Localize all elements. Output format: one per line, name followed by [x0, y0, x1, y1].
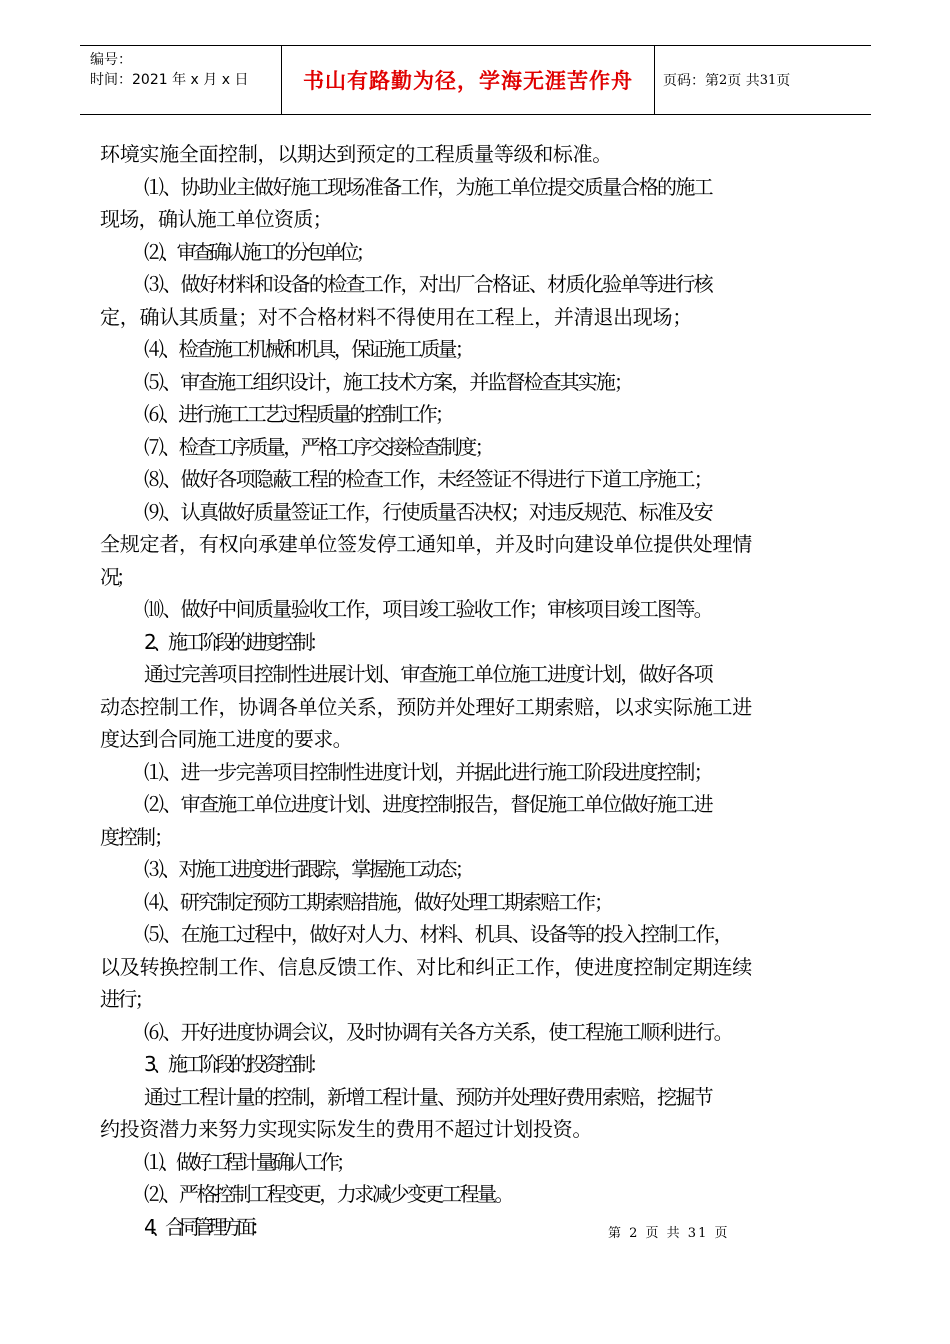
- body-text-line: 环境实施全面控制，以期达到预定的工程质量等级和标准。: [100, 142, 612, 166]
- body-text-line: ⑹、进行施工工艺过程质量的控制工作；: [144, 402, 452, 426]
- document-body: [100, 138, 860, 1243]
- page-number: 2: [719, 72, 728, 88]
- body-text-line: 动态控制工作，协调各单位关系，预防并处理好工期索赔，以求实际施工进: [100, 694, 752, 719]
- page-suffix: 页: [776, 73, 791, 89]
- body-text-line: ⑸、在施工过程中，做好对人力、材料、机具、设备等的投入控制工作，: [144, 922, 732, 946]
- body-text-line: ⑸、审查施工组织设计，施工技术方案，并监督检查其实施；: [144, 369, 632, 394]
- header-motto-cell: [282, 46, 655, 114]
- body-text-line: 度控制；: [100, 824, 172, 849]
- body-text-line: 以及转换控制工作、信息反馈工作、对比和纠正工作，使进度控制定期连续: [100, 954, 752, 979]
- page-prefix: 页码：第: [663, 73, 719, 89]
- date-label: 时间：2021 年 x 月 x 日: [90, 72, 249, 88]
- body-text-line: ⑶、对施工进度进行跟踪，掌握施工动态；: [144, 857, 472, 881]
- body-text-line: ⑴、进一步完善项目控制性进度计划，并据此进行施工阶段进度控制；: [144, 759, 712, 784]
- body-text-line: ⑷、检查施工机械和机具，保证施工质量；: [144, 337, 472, 361]
- body-text-line: 现场，确认施工单位资质；: [100, 207, 332, 231]
- body-text-line: ⑵、审查施工单位进度计划、进度控制报告，督促施工单位做好施工进: [144, 792, 712, 816]
- body-text-line: 进行；: [100, 987, 152, 1011]
- body-text-line: 3、施工阶段的投资控制：: [144, 1052, 325, 1076]
- page-footer: 第 2 页 共 31 页: [608, 1226, 730, 1241]
- header-page-cell: [655, 46, 871, 114]
- serial-number-label: 编号：: [90, 52, 132, 68]
- body-text-line: ⑶、做好材料和设备的检查工作，对出厂合格证、材质化验单等进行核: [144, 272, 712, 296]
- page-mid: 页 共: [727, 73, 760, 89]
- body-text-line: ⑵、审查确认施工的分包单位；: [144, 239, 372, 264]
- body-text-line: 约投资潜力来努力实现实际发生的费用不超过计划投资。: [100, 1117, 592, 1141]
- body-text-line: ⑴、做好工程计量确认工作；: [144, 1149, 352, 1174]
- body-text-line: 4、合同管理方面：: [144, 1214, 265, 1239]
- body-text-line: ⑺、检查工序质量，严格工序交接检查制度；: [144, 434, 492, 459]
- motto-text: 书山有路勤为径，学海无涯苦作舟: [303, 69, 633, 93]
- body-text-line: ⑴、协助业主做好施工现场准备工作，为施工单位提交质量合格的施工: [144, 174, 712, 199]
- body-text-line: 通过工程计量的控制，新增工程计量、预防并处理好费用索赔，挖掘节: [144, 1084, 712, 1109]
- body-text-line: 况；: [100, 564, 132, 589]
- header-meta-cell: [80, 46, 282, 114]
- body-text-line: ⑻、做好各项隐蔽工程的检查工作，未经签证不得进行下道工序施工；: [144, 467, 712, 491]
- body-text-line: ⑷、研究制定预防工期索赔措施，做好处理工期索赔工作；: [144, 889, 612, 914]
- body-text-line: ⑽、做好中间质量验收工作，项目竣工验收工作；审核项目竣工图等。: [144, 597, 712, 621]
- body-text-line: 度达到合同施工进度的要求。: [100, 727, 352, 751]
- body-text-line: ⑵、严格控制工程变更，力求减少变更工程量。: [144, 1182, 512, 1206]
- body-text-line: 通过完善项目控制性进展计划、审查施工单位施工进度计划，做好各项: [144, 662, 712, 686]
- body-text-line: 2、施工阶段的进度控制：: [144, 629, 325, 654]
- body-text-line: 全规定者，有权向承建单位签发停工通知单，并及时向建设单位提供处理情: [100, 532, 752, 556]
- page-total: 31: [759, 72, 777, 88]
- body-text-line: 定，确认其质量；对不合格材料不得使用在工程上，并清退出现场；: [100, 304, 692, 329]
- body-text-line: ⑼、认真做好质量签证工作，行使质量否决权；对违反规范、标准及安: [144, 499, 712, 524]
- body-text-line: ⑹、开好进度协调会议，及时协调有关各方关系，使工程施工顺利进行。: [144, 1019, 732, 1044]
- document-header: [80, 45, 871, 115]
